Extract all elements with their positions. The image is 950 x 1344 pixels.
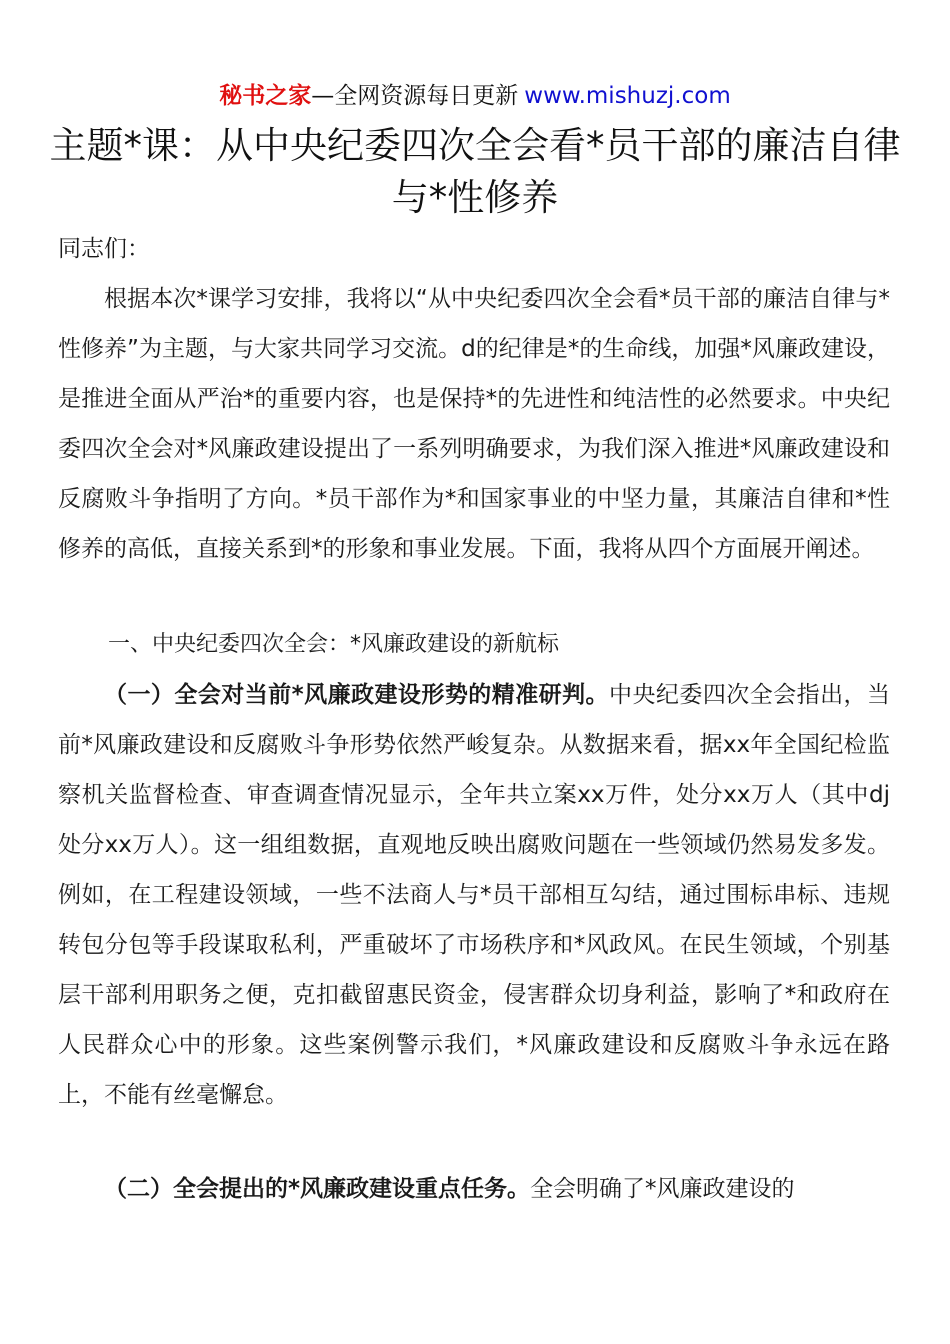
item-1-lead: （一）全会对当前*风廉政建设形势的精准研判。 <box>104 682 610 708</box>
intro-paragraph: 根据本次*课学习安排，我将以“从中央纪委四次全会看*员干部的廉洁自律与*性修养”为主题，与大家共同学习交流。d的纪律是*的生命线，加强*风廉政建设，是推进全面从严治*的重要内容，也是保持*的先进性和纯洁性的必然要求。中央纪委四次全会对*风廉政建设提出了一系列明确要求，为我们深入推进*风廉政建设和反腐败斗争指明了方向。*员干部作为*和国家事业的中坚力量，其廉洁自律和*性修养的高低，直接关系到*的形象和事业发展。下面，我将从四个方面展开阐述。 <box>58 286 890 562</box>
greeting: 同志们： <box>58 236 150 262</box>
item-1-body: 中央纪委四次全会指出，当前*风廉政建设和反腐败斗争形势依然严峻复杂。从数据来看，据xx年全国纪检监察机关监督检查、审查调查情况显示，全年共立案xx万件，处分xx万人（其中dj处分xx万人）。这一组组数据，直观地反映出腐败问题在一些领域仍然易发多发。例如，在工程建设领域，一些不法商人与*员干部相互勾结，通过围标串标、违规转包分包等手段谋取私利，严重破坏了市场秩序和*风政风。在民生领域，个别基层干部利用职务之便，克扣截留惠民资金，侵害群众切身利益，影响了*和政府在人民群众心中的形象。这些案例警示我们，*风廉政建设和反腐败斗争永远在路上，不能有丝毫懈怠。 <box>58 682 891 1108</box>
item-2-lead: （二）全会提出的*风廉政建设重点任务。 <box>104 1176 531 1202</box>
item-1-paragraph <box>58 670 890 1120</box>
document-title: 主题*课：从中央纪委四次全会看*员干部的廉洁自律与*性修养 <box>49 124 901 219</box>
brand-name: 秘书之家 <box>219 83 312 109</box>
site-banner <box>0 80 950 112</box>
section-1-heading: 一、中央纪委四次全会：*风廉政建设的新航标 <box>108 632 560 657</box>
item-2-paragraph <box>58 1164 890 1214</box>
banner-slogan: —全网资源每日更新 <box>311 83 519 109</box>
item-2-body: 全会明确了*风廉政建设的 <box>530 1176 795 1202</box>
site-url[interactable]: www.mishuzj.com <box>524 83 731 109</box>
